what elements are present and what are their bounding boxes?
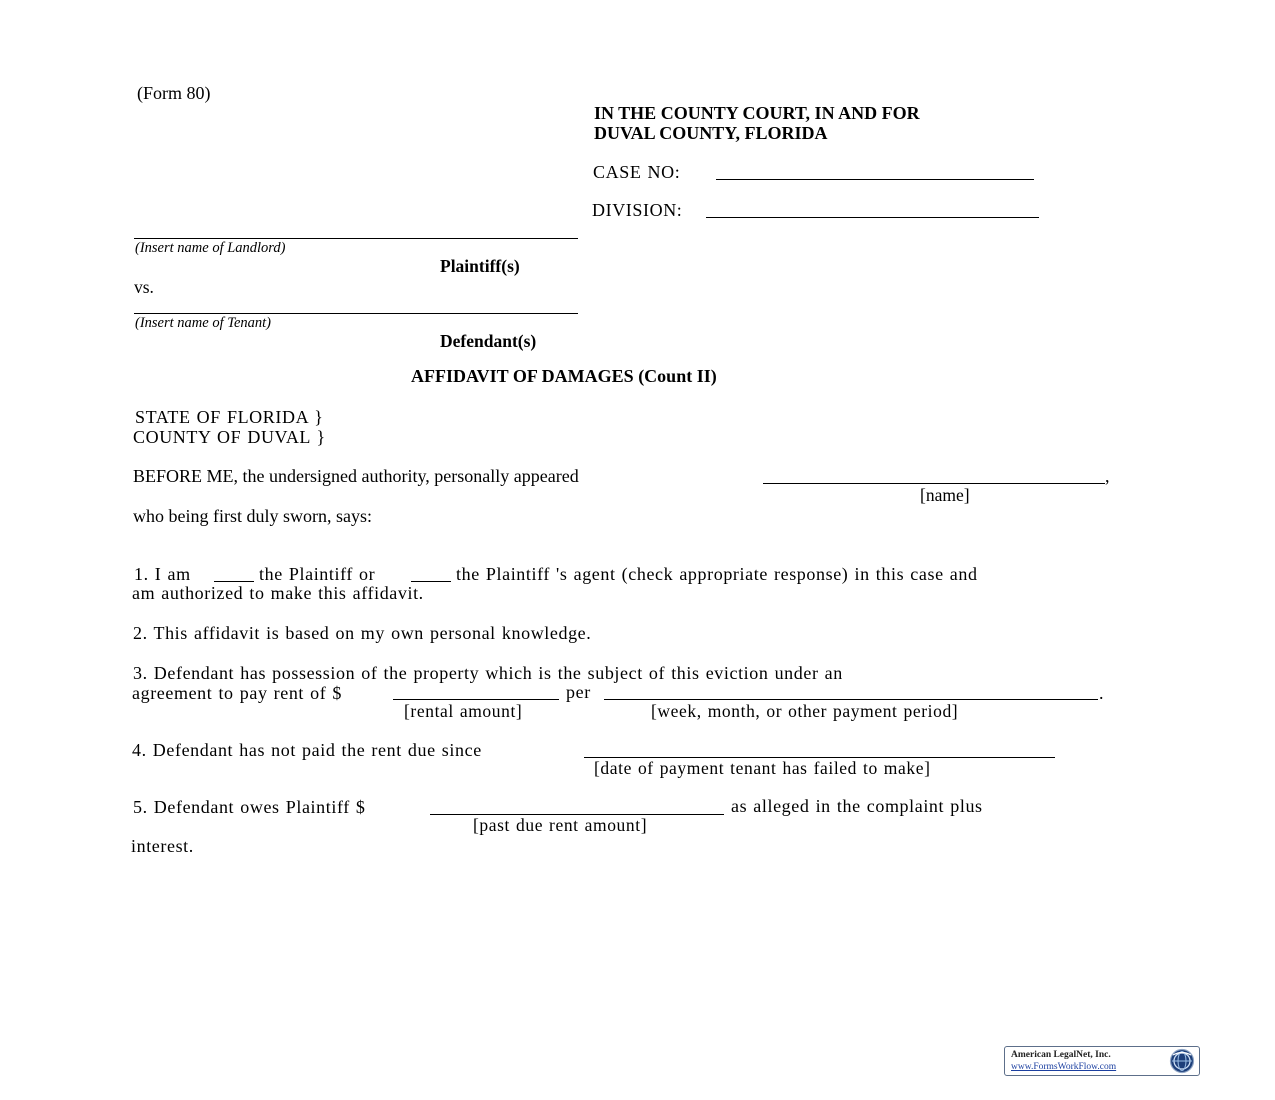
item3-end: . [1099,683,1104,703]
affiant-name-field[interactable] [763,483,1105,484]
document-title: AFFIDAVIT OF DAMAGES (Count II) [411,366,717,386]
case-no-field[interactable] [716,179,1034,180]
item5-a: 5. Defendant owes Plaintiff $ [133,797,366,817]
tenant-hint: (Insert name of Tenant) [135,315,271,331]
name-hint: [name] [920,485,970,505]
item3-a: agreement to pay rent of $ [132,683,343,703]
case-no-label: CASE NO: [593,162,681,182]
sworn-text: who being first duly sworn, says: [133,506,372,526]
payment-period-field[interactable] [604,699,1098,700]
globe-logo-icon [1169,1048,1195,1074]
tenant-name-field[interactable] [134,313,578,314]
past-due-hint: [past due rent amount] [473,815,648,835]
payment-period-hint: [week, month, or other payment period] [651,701,959,721]
court-heading-line1: IN THE COUNTY COURT, IN AND FOR [594,103,920,123]
item5-b: as alleged in the complaint plus [731,796,983,816]
intro-comma: , [1105,466,1110,486]
item1-a: 1. I am [134,564,191,584]
division-field[interactable] [706,217,1039,218]
agent-checkbox-field[interactable] [411,581,451,582]
company-name: American LegalNet, Inc. [1011,1050,1111,1060]
defendant-label: Defendant(s) [440,331,537,351]
form-number: (Form 80) [137,83,211,103]
item3-line1: 3. Defendant has possession of the property which is the subject of this eviction under an [133,663,843,683]
plaintiff-checkbox-field[interactable] [214,581,254,582]
vs-label: vs. [134,277,154,297]
division-label: DIVISION: [592,200,683,220]
item5-line2: interest. [131,836,194,856]
intro-text: BEFORE ME, the undersigned authority, personally appeared [133,466,579,486]
item1-line2: am authorized to make this affidavit. [132,583,424,603]
company-url[interactable]: www.FormsWorkFlow.com [1011,1062,1117,1072]
item1-b: the Plaintiff or [259,564,376,584]
court-heading-line2: DUVAL COUNTY, FLORIDA [594,123,828,143]
landlord-hint: (Insert name of Landlord) [135,240,286,256]
item3-per: per [566,682,591,702]
plaintiff-label: Plaintiff(s) [440,256,520,276]
item1-c: the Plaintiff 's agent (check appropriate response) in this case and [456,564,978,584]
company-logo[interactable] [1004,1046,1200,1076]
venue-county: COUNTY OF DUVAL } [133,427,326,447]
venue-state: STATE OF FLORIDA } [135,407,324,427]
item4: 4. Defendant has not paid the rent due since [132,740,482,760]
rental-amount-hint: [rental amount] [404,701,523,721]
landlord-name-field[interactable] [134,238,578,239]
item2: 2. This affidavit is based on my own personal knowledge. [133,623,592,643]
rental-amount-field[interactable] [393,699,559,700]
missed-payment-hint: [date of payment tenant has failed to make] [594,758,931,778]
